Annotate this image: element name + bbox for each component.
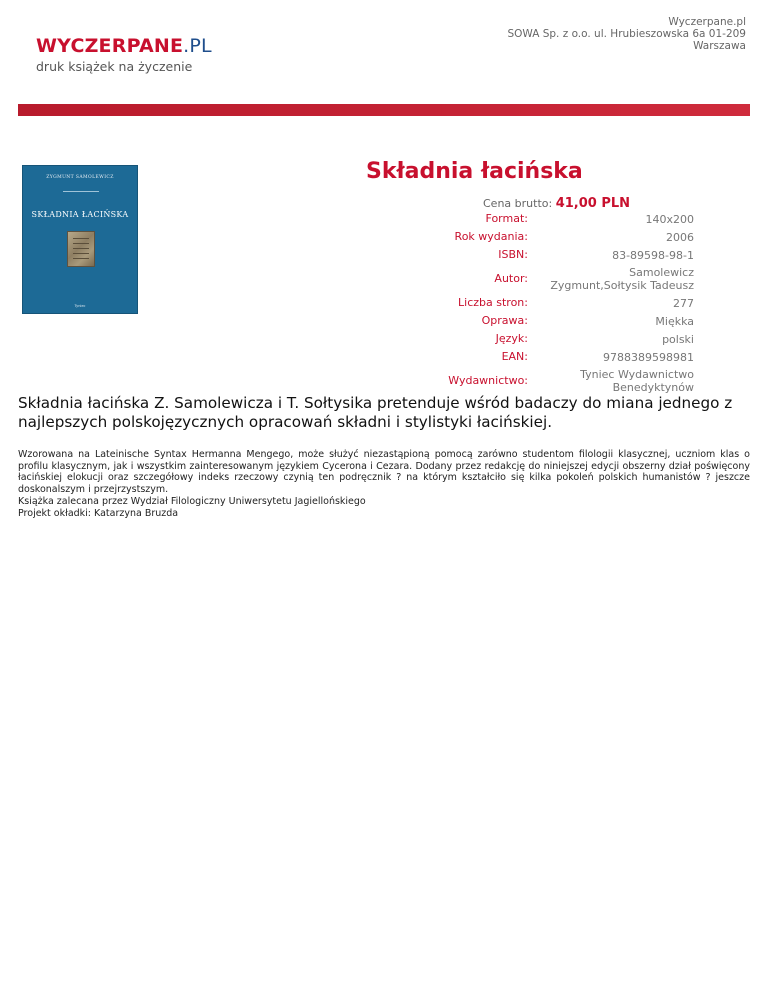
spec-label: Język: (495, 332, 528, 345)
logo-tagline: druk książek na życzenie (36, 59, 193, 74)
spec-value: 9788389598981 (603, 350, 694, 364)
spec-label: Wydawnictwo: (448, 374, 528, 387)
price-label: Cena brutto: (483, 197, 553, 210)
header-divider-band (18, 104, 750, 116)
spec-row-year (420, 230, 694, 244)
logo-wordmark (36, 36, 212, 56)
spec-row-author (420, 266, 694, 292)
cover-author: ZYGMUNT SAMOLEWICZ (46, 175, 114, 180)
logo-main-text: WYCZERPANE (36, 35, 184, 57)
spec-label: EAN: (501, 350, 528, 363)
description-body (18, 449, 750, 519)
spec-value: Miękka (655, 314, 694, 328)
spec-label: Rok wydania: (454, 230, 528, 243)
spec-label: Liczba stron: (458, 296, 528, 309)
spec-value: 277 (673, 296, 694, 310)
spec-value: 83-89598-98-1 (612, 248, 694, 262)
spec-row-pages (420, 296, 694, 310)
logo-domain-text: .PL (183, 35, 212, 57)
company-address (507, 16, 746, 52)
spec-row-publisher (420, 368, 694, 394)
spec-label: Autor: (494, 272, 528, 285)
company-street: SOWA Sp. z o.o. ul. Hrubieszowska 6a 01-209 (507, 28, 746, 40)
book-cover-image (22, 165, 138, 314)
description-lead: Składnia łacińska Z. Samolewicza i T. Sołtysika pretenduje wśród badaczy do miana jednego z najlepszych polskojęzycznych opracowań składni i stylistyki łacińskiej. (18, 394, 733, 431)
cover-publisher: Tyniec (74, 304, 86, 308)
site-logo[interactable] (36, 36, 212, 74)
spec-row-binding (420, 314, 694, 328)
spec-value: 140x200 (645, 212, 694, 226)
spec-value: 2006 (666, 230, 694, 244)
cover-divider (63, 191, 99, 192)
price-block (483, 196, 630, 211)
cover-title: SKŁADNIA ŁACIŃSKA (31, 210, 129, 219)
recommendation-note: Książka zalecana przez Wydział Filologiczny Uniwersytetu Jagiellońskiego (18, 495, 366, 507)
spec-row-ean (420, 350, 694, 364)
description-paragraph: Wzorowana na Lateinische Syntax Hermanna Mengego, może służyć niezastąpioną pomocą zarówno studentom filologii klasycznej, uczniom klas o profilu klasycznym, jak i wszystkim zainteresowanym językiem Cycerona i Cezara. Dodany przez redakcję do niniejszej edycji obszerny dział poświęcony łacińskiej elokucji oraz szczegółowy indeks rzeczowy czynią ten podręcznik ? na którym kształciło się kilka pokoleń polskich humanistów ? jeszcze doskonalszym i przejrzystszym. (18, 449, 750, 496)
spec-value: Tyniec Wydawnictwo Benedyktynów (580, 368, 694, 394)
spec-value: Samolewicz Zygmunt,Sołtysik Tadeusz (550, 266, 694, 292)
company-name: Wyczerpane.pl (668, 16, 746, 28)
book-specs-table (420, 212, 694, 398)
spec-label: Format: (485, 212, 528, 225)
spec-row-language (420, 332, 694, 346)
cover-design-credit: Projekt okładki: Katarzyna Bruzda (18, 507, 179, 519)
spec-value: polski (662, 332, 694, 346)
price-value: 41,00 PLN (555, 196, 631, 211)
spec-label: Oprawa: (481, 314, 528, 327)
company-city: Warszawa (693, 40, 746, 52)
cover-manuscript-illustration (67, 231, 95, 267)
spec-row-isbn (420, 248, 694, 262)
spec-row-format (420, 212, 694, 226)
book-title: Składnia łacińska (366, 159, 583, 184)
spec-label: ISBN: (498, 248, 528, 261)
